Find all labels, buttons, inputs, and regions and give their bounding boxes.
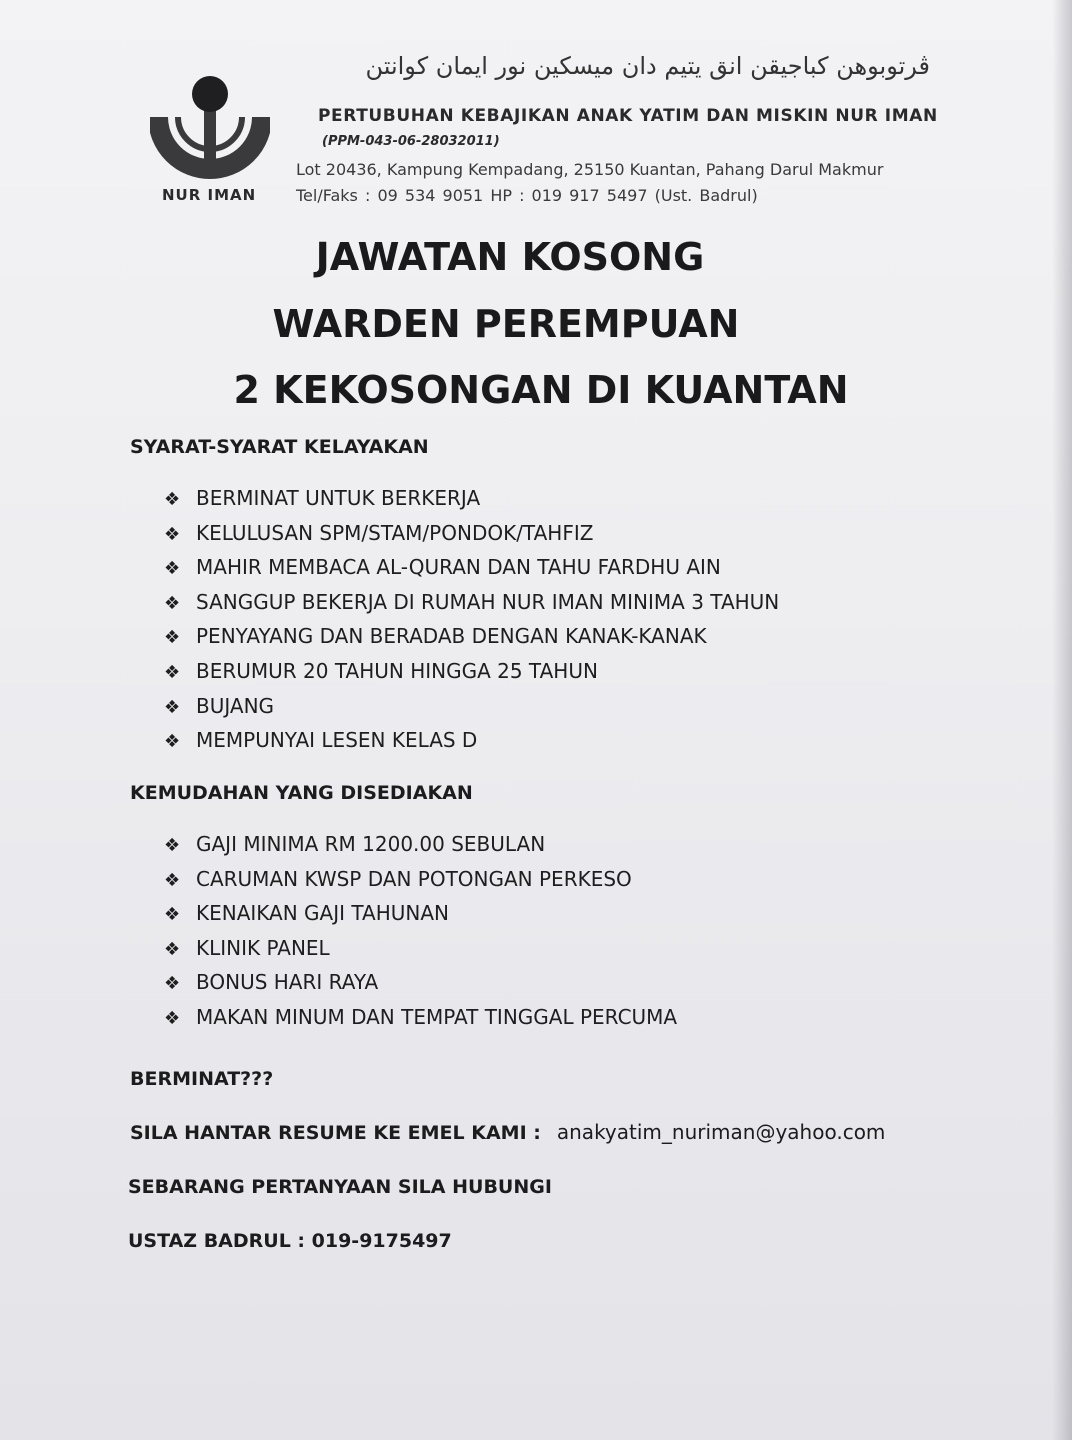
list-item: ❖ BERMINAT UNTUK BERKERJA (164, 486, 481, 510)
list-item: ❖ BONUS HARI RAYA (164, 970, 379, 995)
list-item: ❖ SANGGUP BEKERJA DI RUMAH NUR IMAN MINIMA 3 TAHUN (164, 589, 780, 614)
interested-prompt: BERMINAT??? (130, 1068, 274, 1090)
list-item: ❖ MAKAN MINUM DAN TEMPAT TINGGAL PERCUMA (164, 1004, 678, 1029)
registration-number: (PPM-043-06-28032011) (322, 134, 500, 149)
logo-text: NUR IMAN (162, 186, 257, 204)
title-position: WARDEN PEREMPUAN (272, 302, 740, 346)
diamond-bullet-icon: ❖ (164, 696, 181, 718)
list-item: ❖ KLINIK PANEL (164, 935, 330, 960)
contact-email: anakyatim_nuriman@yahoo.com (556, 1120, 886, 1144)
benefits-heading: KEMUDAHAN YANG DISEDIAKAN (130, 782, 473, 804)
title-openings: 2 KEKOSONGAN DI KUANTAN (233, 368, 849, 412)
diamond-bullet-icon: ❖ (164, 523, 181, 545)
list-item: ❖ GAJI MINIMA RM 1200.00 SEBULAN (164, 832, 546, 856)
diamond-bullet-icon: ❖ (164, 592, 181, 614)
paper-edge-shadow (1052, 0, 1072, 1440)
list-item: ❖ PENYAYANG DAN BERADAB DENGAN KANAK-KANAK (164, 624, 707, 649)
diamond-bullet-icon: ❖ (164, 1007, 181, 1029)
list-item: ❖ MEMPUNYAI LESEN KELAS D (164, 728, 478, 753)
list-item: ❖ BERUMUR 20 TAHUN HINGGA 25 TAHUN (164, 658, 598, 683)
list-item: ❖ MAHIR MEMBACA AL-QURAN DAN TAHU FARDHU AIN (164, 555, 721, 580)
diamond-bullet-icon: ❖ (164, 869, 181, 891)
diamond-bullet-icon: ❖ (164, 904, 181, 926)
resume-instruction (130, 1120, 885, 1144)
requirements-list (164, 486, 779, 763)
list-item: ❖ KENAIKAN GAJI TAHUNAN (164, 901, 450, 926)
diamond-bullet-icon: ❖ (164, 558, 181, 580)
diamond-bullet-icon: ❖ (164, 731, 181, 753)
resume-label: SILA HANTAR RESUME KE EMEL KAMI : (130, 1122, 541, 1144)
inquiry-prompt: SEBARANG PERTANYAAN SILA HUBUNGI (128, 1176, 552, 1198)
organization-name: PERTUBUHAN KEBAJIKAN ANAK YATIM DAN MISKIN NUR IMAN (318, 106, 938, 126)
list-item: ❖ CARUMAN KWSP DAN POTONGAN PERKESO (164, 866, 632, 891)
organization-address: Lot 20436, Kampung Kempadang, 25150 Kuantan, Pahang Darul Makmur (296, 160, 884, 179)
arabic-org-name: ڤرتوبوهن كباجيقن انق يتيم دان ميسكين نور ايمان كوانتن (365, 52, 930, 80)
requirements-heading: SYARAT-SYARAT KELAYAKAN (130, 436, 429, 458)
list-item: ❖ KELULUSAN SPM/STAM/PONDOK/TAHFIZ (164, 520, 594, 545)
benefits-list (164, 832, 677, 1040)
diamond-bullet-icon: ❖ (164, 661, 181, 683)
organization-phone: Tel/Faks : 09 534 9051 HP : 019 917 5497 (Ust. Badrul) (296, 186, 758, 205)
diamond-bullet-icon: ❖ (164, 938, 181, 960)
title-vacancy: JAWATAN KOSONG (315, 235, 705, 279)
diamond-bullet-icon: ❖ (164, 835, 181, 856)
diamond-bullet-icon: ❖ (164, 973, 181, 995)
diamond-bullet-icon: ❖ (164, 489, 181, 510)
diamond-bullet-icon: ❖ (164, 627, 181, 649)
contact-person: USTAZ BADRUL : 019-9175497 (128, 1230, 452, 1252)
list-item: ❖ BUJANG (164, 693, 275, 718)
